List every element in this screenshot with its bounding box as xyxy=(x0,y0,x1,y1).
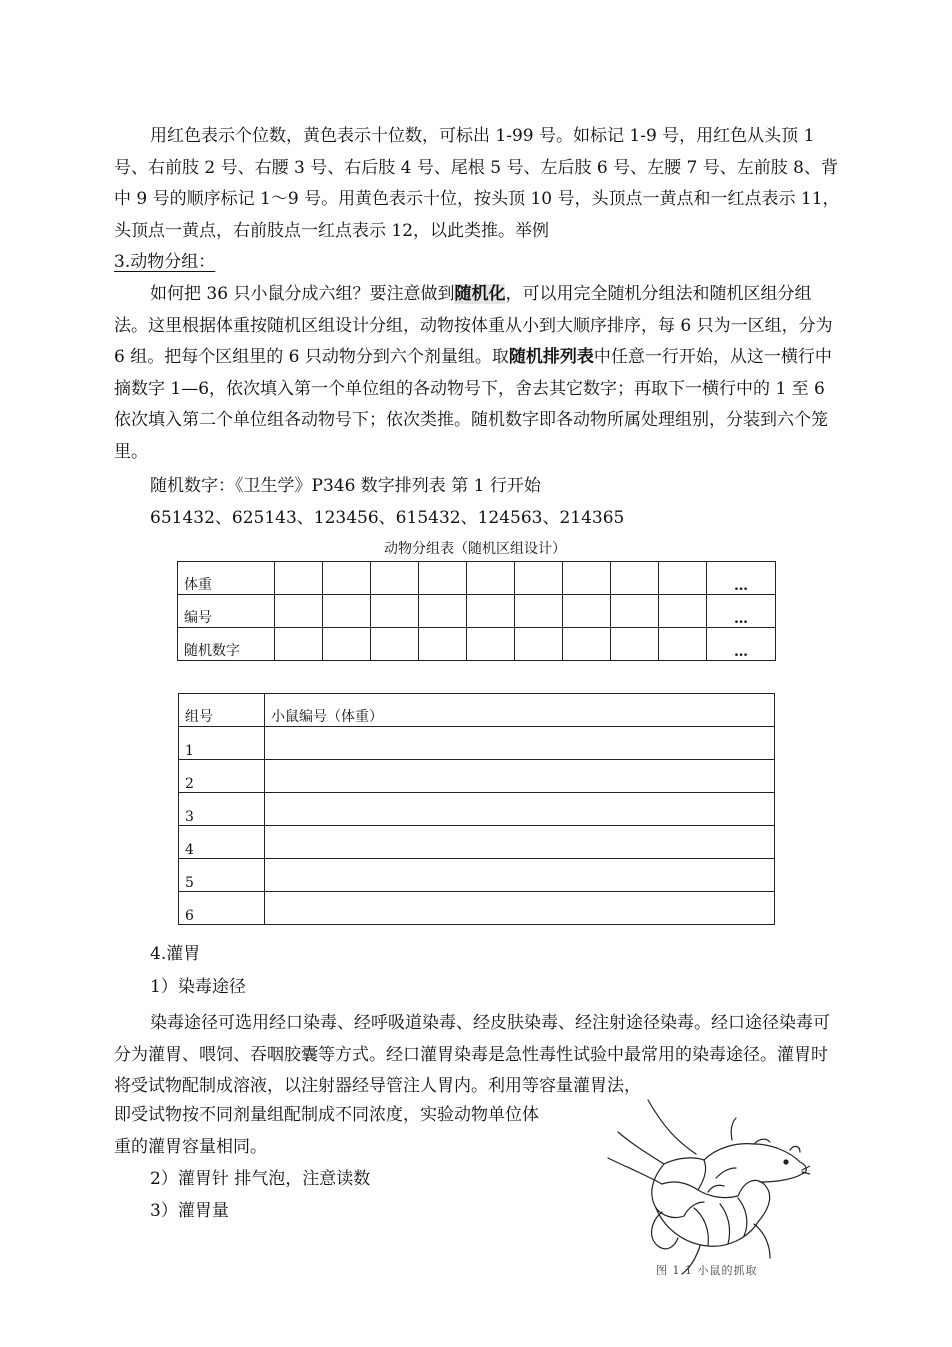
table1-caption: 动物分组表（随机区组设计） xyxy=(384,541,566,557)
table-cell xyxy=(611,628,659,661)
paragraph-exposure-route-line5: 重的灌胃容量相同。 xyxy=(114,1137,267,1157)
table-cell xyxy=(419,562,467,595)
table-row xyxy=(179,892,775,925)
column-header-group: 组号 xyxy=(179,694,265,727)
table-cell xyxy=(265,793,775,826)
section-3-title: 3.动物分组： xyxy=(114,252,216,272)
table-cell xyxy=(275,562,323,595)
table-cell xyxy=(467,562,515,595)
highlight-randomization: 随机化 xyxy=(454,284,506,304)
table-cell xyxy=(265,859,775,892)
table-row xyxy=(179,793,775,826)
row-label-number: 编号 xyxy=(178,595,275,628)
group-assignment-table xyxy=(178,693,775,925)
table-cell xyxy=(419,595,467,628)
table-cell xyxy=(371,595,419,628)
table-cell xyxy=(515,562,563,595)
random-number-source: 随机数字：《卫生学》P346 数字排列表 第 1 行开始 xyxy=(150,476,541,496)
column-header-mouse-id: 小鼠编号（体重） xyxy=(265,694,775,727)
group-number: 6 xyxy=(179,892,265,925)
table-cell xyxy=(467,628,515,661)
table-header-row xyxy=(179,694,775,727)
table-row xyxy=(179,859,775,892)
table-row xyxy=(179,826,775,859)
table-cell xyxy=(323,628,371,661)
animal-grouping-table xyxy=(177,561,776,661)
table-cell xyxy=(275,595,323,628)
table-cell xyxy=(419,628,467,661)
paragraph-grouping xyxy=(114,279,840,468)
group-number: 4 xyxy=(179,826,265,859)
table-cell xyxy=(265,892,775,925)
group-number: 5 xyxy=(179,859,265,892)
table-cell xyxy=(371,562,419,595)
table-cell xyxy=(467,595,515,628)
bold-random-table: 随机排列表 xyxy=(508,347,594,367)
ellipsis-cell: … xyxy=(707,628,776,661)
paragraph-exposure-route: 染毒途径可选用经口染毒、经呼吸道染毒、经皮肤染毒、经注射途径染毒。经口途径染毒可分为灌胃、喂饲、吞咽胶囊等方式。经口灌胃染毒是急性毒性试验中最常用的染毒途径。灌胃时将受试物配制成溶液，以注射器经导管注人胃内。利用等容量灌胃法， xyxy=(114,1013,830,1096)
table-cell xyxy=(515,595,563,628)
grouping-text-c: 中任意一行开始，从这一横行中摘数字 1—6，依次填入第一个单位组的各动物号下，舍去其它数字；再取下一横行中的 1 至 6 依次填入第二个单位组各动物号下；依次类推。随机数字即各动物所属处理组别，分装到六个笼里。 xyxy=(114,347,832,462)
subsection-1-title: 1）染毒途径 xyxy=(150,977,246,997)
group-number: 3 xyxy=(179,793,265,826)
table-cell xyxy=(265,760,775,793)
group-number: 2 xyxy=(179,760,265,793)
table-row xyxy=(178,628,776,661)
random-number-list: 651432、625143、123456、615432、124563、214365 xyxy=(150,508,625,528)
table-row xyxy=(178,595,776,628)
table-cell xyxy=(659,595,707,628)
table-cell xyxy=(371,628,419,661)
grouping-text-b: ，可以用完全随机分组法和随机区组分组法。这里根据体重按随机区组设计分组，动物按体重从小到大顺序排序，每 6 只为一区组，分为 6 组。把每个区组里的 6 只动物分到六个剂量组。取 xyxy=(114,284,833,367)
ellipsis-cell: … xyxy=(707,595,776,628)
row-label-random-number: 随机数字 xyxy=(178,628,275,661)
table-cell xyxy=(563,628,611,661)
subsection-2: 2）灌胃针 排气泡，注意读数 xyxy=(150,1169,371,1189)
table-cell xyxy=(275,628,323,661)
table-row xyxy=(179,727,775,760)
table-row xyxy=(179,760,775,793)
table-cell xyxy=(323,562,371,595)
section-4-title: 4.灌胃 xyxy=(150,944,201,964)
mouse-grip-illustration xyxy=(604,1098,810,1280)
row-label-weight: 体重 xyxy=(178,562,275,595)
table-cell xyxy=(611,562,659,595)
subsection-3: 3）灌胃量 xyxy=(150,1201,229,1221)
table-cell xyxy=(265,727,775,760)
table-cell xyxy=(659,628,707,661)
group-number: 1 xyxy=(179,727,265,760)
paragraph-marking-method: 用红色表示个位数，黄色表示十位数，可标出 1-99 号。如标记 1-9 号，用红色从头顶 1 号、右前肢 2 号、右腰 3 号、右后肢 4 号、尾根 5 号、左后肢 6 号、左腰 7 号、左前肢 8、背中 9 号的顺序标记 1～9 号。用黄色表示十位，按头顶 10 号，头顶点一黄点和一红点表示 11，头顶点一黄点，右前肢点一红点表示 12，以此类推。举例 xyxy=(114,126,840,241)
table-cell xyxy=(611,595,659,628)
table-cell xyxy=(265,826,775,859)
paragraph-exposure-route-line4: 即受试物按不同剂量组配制成不同浓度，实验动物单位体 xyxy=(114,1105,539,1125)
table-cell xyxy=(323,595,371,628)
figure-caption: 图 1 1 小鼠的抓取 xyxy=(656,1264,758,1277)
ellipsis-cell: … xyxy=(707,562,776,595)
table-cell xyxy=(563,562,611,595)
grouping-text-a: 如何把 36 只小鼠分成六组？要注意做到 xyxy=(150,284,455,304)
table-cell xyxy=(515,628,563,661)
table-cell xyxy=(563,595,611,628)
table-row xyxy=(178,562,776,595)
table-cell xyxy=(659,562,707,595)
